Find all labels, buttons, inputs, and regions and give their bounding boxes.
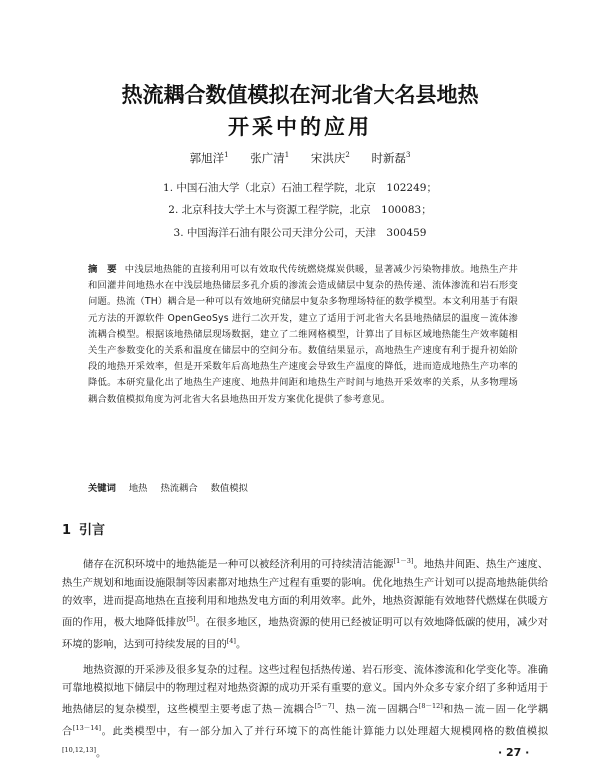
paragraph-text: 地热资源的开采涉及很多复杂的过程。这些过程包括热传递、岩石形变、流体渗流和化学变化等。准确可靠地模拟地下储层中的物理过程对地热资源的成功开采有重要的意义。国内外众多专家介绍了多种适用于地热储层的复杂模型，这些模型主要考虑了热－流耦合: [62, 664, 548, 716]
section-number: 1: [62, 523, 72, 538]
citation: [5]: [186, 615, 196, 624]
paragraph-text: 。在很多地区，地热资源的使用已经被证明可以有效地降低碳的使用，减少对环境的影响，达到可持续发展的目的: [62, 616, 549, 651]
author: 张广清$^1$: [250, 151, 290, 165]
paragraph-text: 、热－流－固耦合: [334, 703, 419, 716]
keywords-label: 关键词: [88, 483, 116, 494]
keyword: 地热: [128, 483, 148, 494]
body-paragraph-1: [62, 552, 548, 653]
citation: [4]: [226, 636, 236, 645]
citation: [1－3]: [393, 557, 414, 565]
paragraph-text: 。: [96, 747, 107, 760]
paragraph-text: 。: [235, 638, 247, 651]
paragraph-text: 储存在沉积环境中的地热能是一种可以被经济利用的可持续清洁能源: [83, 558, 394, 571]
page-number: · 27 ·: [498, 746, 530, 759]
citation: [8－12]: [418, 702, 443, 711]
paragraph-text: 。此类模型中，有一部分加入了并行环境下的高性能计算能力以处理超大规模网格的数值模拟: [101, 725, 549, 738]
author: 郭旭洋$^1$: [189, 151, 229, 165]
citation: [13－14]: [72, 724, 102, 733]
affiliation: 2. 北京科技大学土木与资源工程学院，北京 100083；: [168, 204, 432, 216]
paragraph-text: 。地热井间距、热生产速度、热生产规划和地面设施限制等因素都对地热生产过程有重要的影响。优化地热生产计划可以提高地热能供给的效率，进而提高地热在直接利用和地热发电方面的利用效率。此外，地热资源能有效地替代燃煤在供暖方面的作用，极大地降低排放: [62, 558, 549, 629]
affiliation: 3. 中国海洋石油有限公司天津分公司，天津 300459: [173, 227, 427, 239]
paper-title-line-2: 开采中的应用: [228, 115, 372, 139]
keyword: 热流耦合: [160, 483, 198, 494]
keywords: [88, 480, 518, 494]
abstract: [88, 262, 518, 408]
author-list: [0, 150, 600, 166]
citation: [5－7]: [314, 702, 335, 711]
section-title: 引言: [79, 523, 106, 538]
paper-title-line-1: 热流耦合数值模拟在河北省大名县地热: [121, 83, 479, 107]
abstract-label: 摘 要: [88, 264, 117, 275]
abstract-text: 中浅层地热能的直接利用可以有效取代传统燃烧煤炭供暖，显著减少污染物排放。地热生产井和回灌井间地热水在中浅层地热储层多孔介质的渗流会造成储层中复杂的热传递、流体渗流和岩石形变问题。热流（TH）耦合是一种可以有效地研究储层中复杂多物理场特征的数学模型。本文利用基于有限元方法的开源软件 OpenGeoSys 进行二次开发，建立了适用于河北省大名县地热储层的温度－流体渗流耦合模型。根据该地热储层现场数据，建立了二维网格模型，计算出了目标区域地热能生产效率随相关生产参数变化的关系和温度在储层中的空间分布。数值结果显示，高地热生产速度有利于提升初始阶段的地热开采效率，但是开采数年后高地热生产速度会导致生产温度的降低，进而造成地热生产功率的降低。本研究量化出了地热生产速度、地热井间距和地热生产时间与地热开采效率的关系，从多物理场耦合数值模拟角度为河北省大名县地热田开发方案优化提供了参考意见。: [88, 264, 519, 405]
keyword: 数值模拟: [210, 483, 248, 494]
section-heading: [62, 519, 105, 538]
author: 时新磊$^3$: [371, 151, 411, 165]
citation: [10,12,13]: [62, 745, 97, 754]
affiliation: 1. 中国石油大学（北京）石油工程学院，北京 102249；: [163, 182, 437, 194]
paragraph-text: 和热－流－固－化学耦合: [62, 703, 549, 738]
body-paragraph-2: [62, 661, 548, 762]
author: 宋洪庆$^2$: [310, 151, 350, 165]
